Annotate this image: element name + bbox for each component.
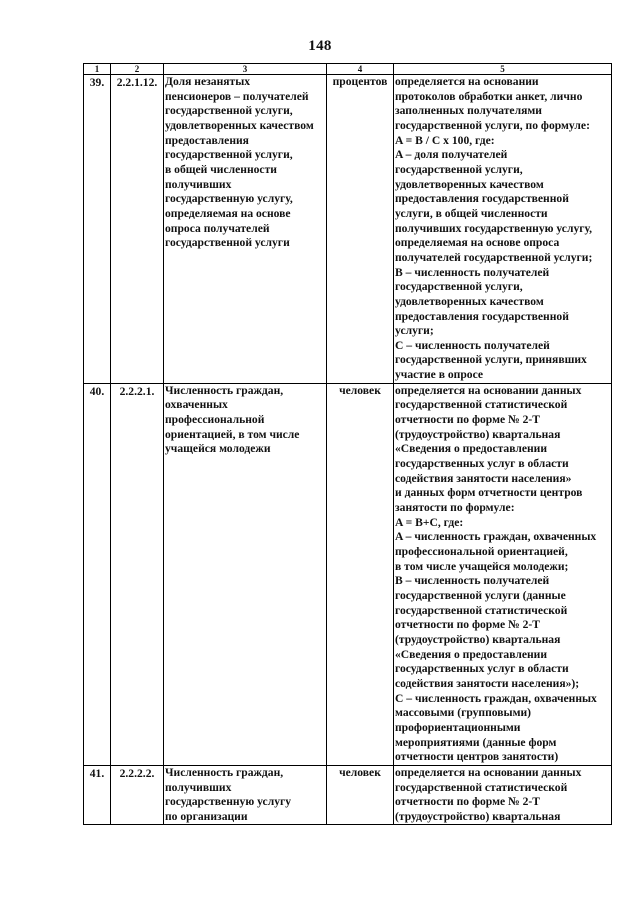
calculation-method-line: протоколов обработки анкет, лично [395, 89, 583, 103]
indicator-name-line: государственную услугу, [165, 192, 293, 206]
page-number: 148 [308, 38, 332, 54]
calculation-method-line: C – численность граждан, охваченных [395, 691, 597, 705]
indicator-name-line: охваченных [165, 398, 228, 412]
calculation-method-line: удовлетворенных качеством [395, 294, 544, 308]
calculation-method-line: массовыми (групповыми) [395, 706, 532, 720]
calculation-method-line: предоставления государственной [395, 309, 569, 323]
calculation-method-line: «Сведения о предоставлении [395, 442, 548, 456]
indicator-name-line: опроса получателей [165, 221, 270, 235]
indicator-name-line: Численность граждан, [165, 765, 284, 779]
indicator-name-line: профессиональной [165, 413, 265, 427]
calculation-method-line: получивших государственную услугу, [395, 221, 593, 235]
calculation-method-line: определяется на основании данных [395, 765, 582, 779]
indicators-table [83, 63, 612, 825]
calculation-method-line: A – доля получателей [395, 148, 508, 162]
calculation-method-line: государственной услуги, [395, 280, 523, 294]
row-number-cell [84, 383, 111, 765]
calculation-method-line: государственных услуг в области [395, 662, 569, 676]
indicator-name-line: пенсионеров – получателей [165, 89, 309, 103]
calculation-method-line: отчетности по форме № 2-Т [395, 413, 540, 427]
unit-cell [327, 75, 394, 384]
indicator-name-line: Численность граждан, [165, 383, 284, 397]
calculation-method-line: определяется на основании данных [395, 383, 582, 397]
indicator-code: 2.2.2.1. [119, 384, 155, 398]
indicator-name-line: государственной услуги, [165, 148, 293, 162]
calculation-method-line: (трудоустройство) квартальная [395, 809, 561, 823]
indicator-name-line: получивших [165, 780, 232, 794]
unit-cell [327, 765, 394, 825]
indicator-name-line: учащейся молодежи [165, 442, 271, 456]
indicator-name-line: государственной услуги [165, 236, 290, 250]
unit: процентов [332, 75, 388, 88]
indicator-name-line: предоставления [165, 133, 249, 147]
calculation-method-line: отчетности по форме № 2-Т [395, 795, 540, 809]
indicator-code: 2.2.2.2. [119, 766, 155, 780]
calculation-method-line: профориентационными [395, 720, 521, 734]
indicator-code: 2.2.1.12. [116, 76, 158, 89]
column-header-1: 1 [84, 64, 111, 75]
table-body [84, 75, 612, 825]
table-row [84, 383, 612, 765]
calculation-method-line: услуги; [395, 324, 434, 338]
column-header-2: 2 [111, 64, 164, 75]
calculation-method-line: мероприятиями (данные форм [395, 735, 557, 749]
indicator-code-cell [111, 383, 164, 765]
calculation-method-line: определяемая на основе опроса [395, 236, 560, 250]
calculation-method-line: удовлетворенных качеством [395, 177, 544, 191]
unit: человек [339, 383, 381, 397]
indicator-name-line: государственной услуги, [165, 104, 293, 118]
row-number-cell [84, 765, 111, 825]
row-number-cell [84, 75, 111, 384]
row-number: 41. [89, 766, 105, 780]
table-row [84, 75, 612, 384]
calculation-method-line: C – численность получателей [395, 338, 550, 352]
calculation-method-line: определяется на основании [395, 75, 539, 88]
unit: человек [339, 765, 381, 779]
calculation-method-line: A = B / C x 100, где: [395, 133, 495, 147]
indicator-name-line: государственную услугу [165, 795, 292, 809]
indicator-name-cell [164, 75, 327, 384]
calculation-method-line: и данных форм отчетности центров [395, 486, 583, 500]
calculation-method-line: участие в опросе [395, 368, 484, 382]
calculation-method-line: услуги, в общей численности [395, 206, 548, 220]
column-header-5: 5 [394, 64, 612, 75]
calculation-method-line: государственной статистической [395, 603, 568, 617]
calculation-method-line: B – численность получателей [395, 265, 550, 279]
column-header-4: 4 [327, 64, 394, 75]
calculation-method-line: профессиональной ориентацией, [395, 545, 568, 558]
calculation-method-line: (трудоустройство) квартальная [395, 427, 561, 441]
indicator-name-line: удовлетворенных качеством [165, 118, 314, 132]
calculation-method-line: в том числе учащейся молодежи; [395, 559, 569, 573]
calculation-method-line: государственной статистической [395, 780, 568, 794]
calculation-method-cell [394, 383, 612, 765]
calculation-method-line: «Сведения о предоставлении [395, 647, 548, 661]
indicator-name-line: Доля незанятых [165, 75, 251, 88]
row-number: 39. [89, 76, 105, 89]
indicator-name-cell [164, 765, 327, 825]
calculation-method-line: отчетности центров занятости) [395, 750, 559, 764]
calculation-method-line: B – численность получателей [395, 574, 550, 588]
calculation-method-line: государственных услуг в области [395, 457, 569, 471]
calculation-method-line: государственной услуги (данные [395, 588, 566, 602]
calculation-method-line: (трудоустройство) квартальная [395, 632, 561, 646]
indicator-name-line: определяемая на основе [165, 206, 291, 220]
calculation-method-cell [394, 765, 612, 825]
column-header-3: 3 [164, 64, 327, 75]
calculation-method-line: занятости по формуле: [395, 501, 515, 515]
calculation-method-line: государственной услуги, по формуле: [395, 118, 590, 132]
indicator-name-line: в общей численности [165, 162, 277, 176]
table-row [84, 765, 612, 825]
calculation-method-line: заполненных получателями [395, 104, 542, 118]
calculation-method-line: A = B+C, где: [395, 515, 464, 529]
calculation-method-line: государственной статистической [395, 398, 568, 412]
indicator-name-line: получивших [165, 177, 232, 191]
indicator-code-cell [111, 75, 164, 384]
calculation-method-line: содействия занятости населения» [395, 471, 572, 485]
indicator-name-cell [164, 383, 327, 765]
indicator-name-line: ориентацией, в том числе [165, 427, 300, 441]
calculation-method-line: государственной услуги, принявших [395, 353, 587, 367]
calculation-method-line: государственной услуги, [395, 162, 523, 176]
calculation-method-line: отчетности по форме № 2-Т [395, 618, 540, 632]
row-number: 40. [89, 384, 105, 398]
calculation-method-cell [394, 75, 612, 384]
calculation-method-line: A – численность граждан, охваченных [395, 530, 597, 544]
indicator-code-cell [111, 765, 164, 825]
indicator-name-line: по организации [165, 809, 248, 823]
calculation-method-line: содействия занятости населения»); [395, 676, 580, 690]
calculation-method-line: предоставления государственной [395, 192, 569, 206]
table-header-row [84, 64, 612, 75]
unit-cell [327, 383, 394, 765]
calculation-method-line: получателей государственной услуги; [395, 250, 593, 264]
